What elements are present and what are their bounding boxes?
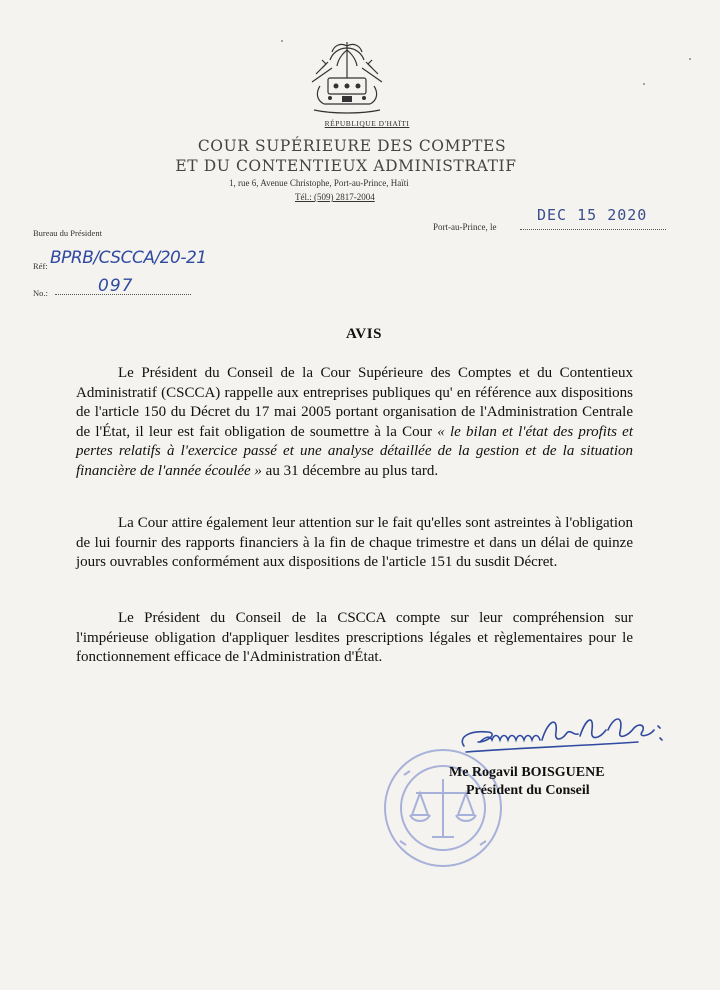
republic-label: RÉPUBLIQUE D'HAÏTI	[324, 119, 410, 128]
organization-address: 1, rue 6, Avenue Christophe, Port-au-Prince, Haïti	[229, 178, 409, 188]
paragraph-1	[76, 364, 633, 481]
reference-label: Réf:	[33, 261, 48, 271]
organization-name-line2: ET DU CONTENTIEUX ADMINISTRATIF	[175, 157, 517, 175]
paragraph-1-end: au 31 décembre au plus tard.	[265, 462, 439, 479]
paragraph-3: Le Président du Conseil de la CSCCA compte sur leur compréhension sur l'impérieuse obligation d'appliquer lesdites prescriptions légales et règlementaires pour le fonctionnement efficace de l'Administration d'État.	[76, 610, 633, 665]
document-title: AVIS	[346, 326, 382, 342]
paragraph-1-quote: « le bilan et l'état des profits et pertes relatifs à l'exercice passé et une analyse détaillée de la gestion et de la situation financière de l'année écoulée »	[76, 423, 634, 479]
date-stamp: DEC 15 2020	[537, 206, 648, 224]
paragraph-2: La Cour attire également leur attention sur le fait qu'elles sont astreintes à l'obligation de lui fournir des rapports financiers à la fin de chaque trimestre et dans un délai de quinze jours ouvrables conformément aux dispositions de l'article 151 du susdit Décret.	[76, 515, 633, 570]
number-label: No.:	[33, 288, 48, 298]
handwritten-signature	[458, 712, 668, 762]
paragraph-1-intro: Le Président du Conseil de la Cour Supérieure des Comptes et du Contentieux Administratif (CSCCA) rappelle aux entreprises publiques qu' en référence aux dispositions de l'article 150 du Décret du 17 mai 2005 portant organisation de l'Administration Centrale de l'État, il leur est fait obligation de soumettre à la Cour	[76, 365, 633, 440]
organization-telephone: Tél.: (509) 2817-2004	[295, 192, 375, 202]
coat-of-arms-emblem	[302, 38, 392, 120]
reference-handwritten-value: BPRB/CSCCA/20-21	[50, 248, 207, 268]
scan-speck	[281, 40, 283, 42]
signer-title: Président du Conseil	[466, 783, 590, 798]
scan-speck	[643, 83, 645, 85]
bureau-label: Bureau du Président	[33, 228, 102, 238]
scan-speck	[689, 58, 691, 60]
number-handwritten-value: 097	[98, 276, 134, 296]
signer-name: Me Rogavil BOISGUENE	[449, 765, 605, 780]
place-date-label: Port-au-Prince, le	[433, 222, 497, 232]
organization-name-line1: COUR SUPÉRIEURE DES COMPTES	[197, 137, 507, 155]
date-dotted-line	[520, 229, 666, 230]
